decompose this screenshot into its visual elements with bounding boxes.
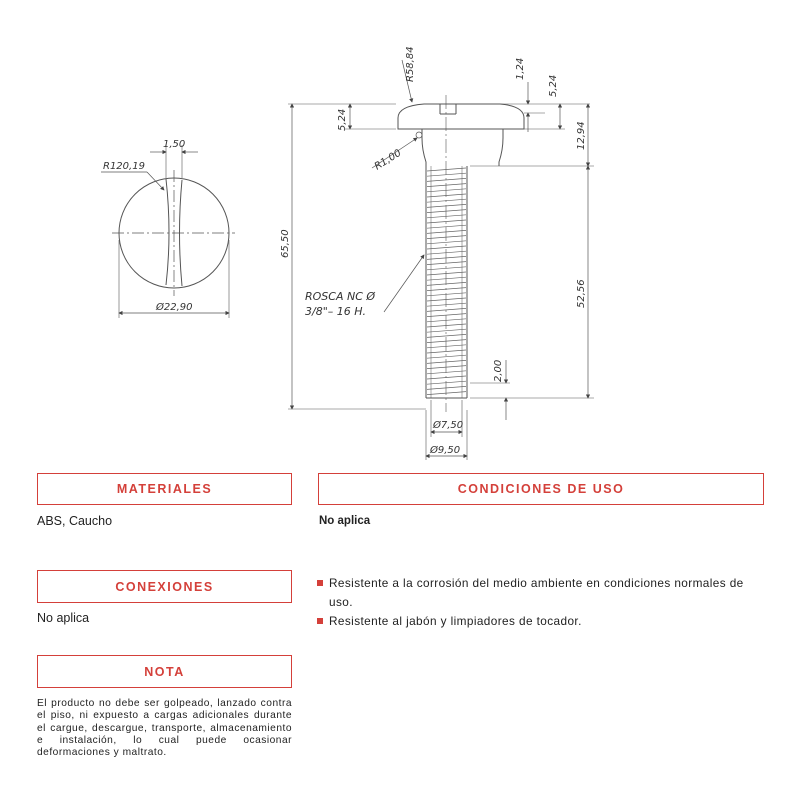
thread-line [427, 272, 466, 275]
thread-line [427, 345, 466, 348]
thread-line [427, 256, 466, 259]
thread-lines [427, 168, 466, 395]
dim-thread-length: 52,56 [576, 279, 587, 308]
materiales-title: MATERIALES [116, 482, 213, 496]
thread-line [427, 329, 466, 332]
dim-chamfer: 2,00 [493, 359, 504, 382]
nota-title: NOTA [144, 664, 185, 679]
thread-line [427, 189, 466, 192]
thread-line [427, 319, 466, 322]
dim-head-radius: R120,19 [103, 161, 145, 172]
thread-line [427, 308, 466, 311]
thread-line [427, 350, 466, 353]
thread-line [427, 246, 466, 249]
thread-line [427, 314, 466, 317]
condiciones-title: CONDICIONES DE USO [457, 482, 625, 496]
condiciones-value: No aplica [319, 515, 371, 527]
thread-line [427, 360, 466, 363]
thread-line [427, 173, 466, 176]
thread-line [427, 262, 466, 265]
bullet-square-icon [317, 580, 323, 586]
materiales-value: ABS, Caucho [37, 514, 113, 528]
thread-line [427, 392, 466, 395]
thread-line [427, 236, 466, 239]
thread-line [427, 288, 466, 291]
side-view-dimensions [288, 57, 594, 460]
condicion-text: Resistente a la corrosión del medio ambiente en condiciones normales de uso. [329, 576, 744, 609]
list-item [316, 612, 766, 631]
thread-line [427, 168, 466, 171]
thread-label-line1: ROSCA NC Ø [305, 290, 376, 303]
condicion-text: Resistente al jabón y limpiadores de tocador. [329, 614, 582, 628]
thread-line [427, 204, 466, 207]
dim-head-neck-height: 12,94 [576, 121, 587, 150]
thread-line [427, 366, 466, 369]
thread-line [427, 371, 466, 374]
nota-text: El producto no debe ser golpeado, lanzado contra el piso, ni expuesto a cargas adicionales durante el cargue, descargue, transporte, almacenamiento e instalación, lo cual puede ocasionar deformaciones y maltrato. [37, 698, 292, 759]
thread-line [427, 340, 466, 343]
conexiones-title: CONEXIONES [115, 579, 214, 594]
thread-line [427, 282, 466, 285]
thread-label-line2: 3/8"– 16 H. [305, 305, 367, 318]
condiciones-list [316, 574, 766, 631]
conexiones-value: No aplica [37, 611, 90, 625]
thread-line [427, 267, 466, 270]
dim-head-diameter: Ø22,90 [156, 302, 193, 313]
thread-line [427, 225, 466, 228]
thread-line [427, 334, 466, 337]
screw-side-view [398, 95, 524, 412]
thread-line [427, 184, 466, 187]
dim-fillet-radius: R1,00 [372, 147, 404, 173]
thread-line [427, 230, 466, 233]
thread-line [427, 376, 466, 379]
thread-line [427, 194, 466, 197]
thread-line [427, 298, 466, 301]
conexiones-header [37, 570, 292, 603]
thread-line [427, 220, 466, 223]
dim-major-diameter: Ø9,50 [430, 445, 461, 456]
dim-slot-width: 1,50 [163, 139, 186, 150]
nota-header [37, 655, 292, 688]
thread-line [427, 386, 466, 389]
thread-line [427, 355, 466, 358]
bullet-square-icon [317, 618, 323, 624]
thread-line [427, 381, 466, 384]
condiciones-header [318, 473, 764, 505]
thread-line [427, 251, 466, 254]
materiales-header [37, 473, 292, 505]
thread-line [427, 199, 466, 202]
dim-head-height-left: 5,24 [337, 108, 348, 131]
dim-slot-depth: 1,24 [515, 57, 526, 80]
dim-head-height-right: 5,24 [548, 74, 559, 97]
dim-minor-diameter: Ø7,50 [433, 420, 464, 431]
thread-line [427, 324, 466, 327]
list-item [316, 574, 766, 612]
dim-total-length: 65,50 [280, 229, 291, 258]
thread-line [427, 178, 466, 181]
thread-line [427, 303, 466, 306]
thread-line [427, 210, 466, 213]
thread-line [427, 215, 466, 218]
dim-head-curve-radius: R58,84 [405, 46, 416, 82]
thread-line [427, 293, 466, 296]
thread-line [427, 277, 466, 280]
thread-line [427, 241, 466, 244]
